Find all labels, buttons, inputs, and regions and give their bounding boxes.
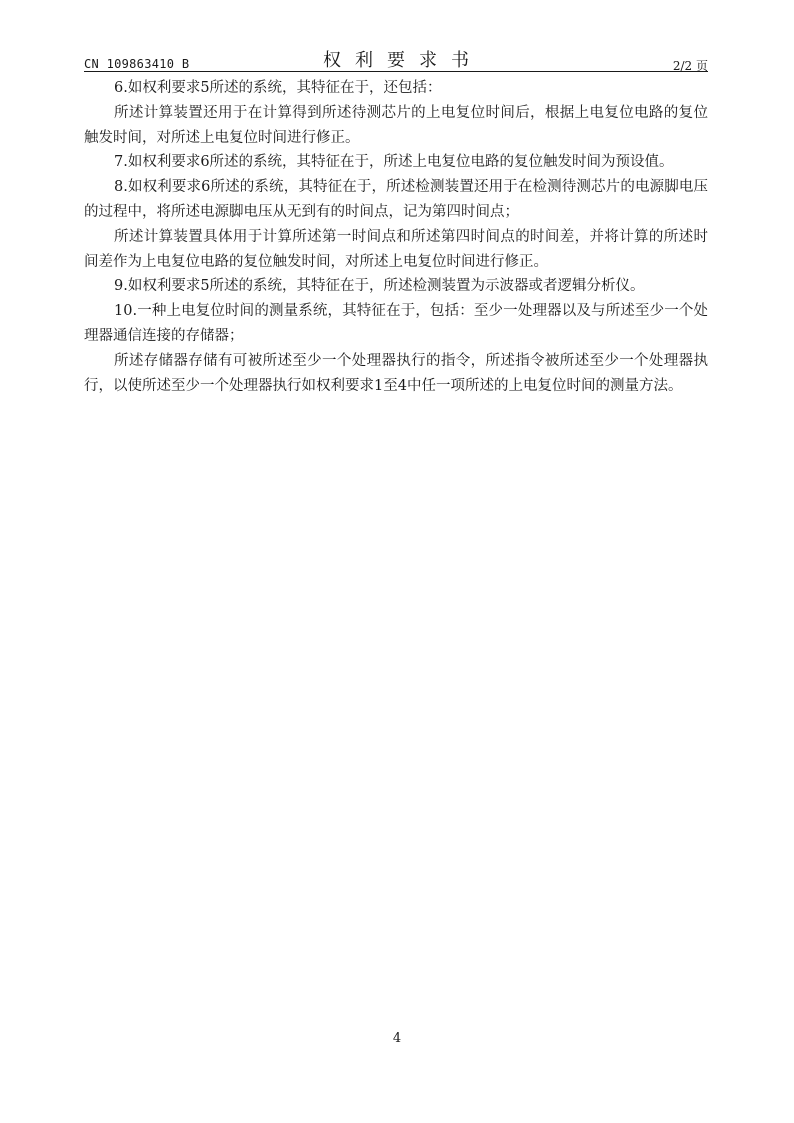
document-title: 权利要求书 bbox=[323, 50, 483, 71]
page-indicator: 2/2 页 bbox=[672, 59, 708, 73]
claim-10: 10.一种上电复位时间的测量系统，其特征在于，包括：至少一处理器以及与所述至少一个处理器通信连接的存储器； bbox=[84, 303, 708, 344]
claims-body bbox=[84, 76, 708, 398]
claim-8: 8.如权利要求6所述的系统，其特征在于，所述检测装置还用于在检测待测芯片的电源脚电压的过程中，将所述电源脚电压从无到有的时间点，记为第四时间点； bbox=[84, 179, 708, 220]
claim-10-detail: 所述存储器存储有可被所述至少一个处理器执行的指令，所述指令被所述至少一个处理器执行，以使所述至少一个处理器执行如权利要求1至4中任一项所述的上电复位时间的测量方法。 bbox=[84, 352, 708, 394]
header-divider bbox=[84, 71, 708, 72]
claim-8-detail: 所述计算装置具体用于计算所述第一时间点和所述第四时间点的时间差，并将计算的所述时间差作为上电复位电路的复位触发时间，对所述上电复位时间进行修正。 bbox=[84, 228, 708, 270]
page-number: 4 bbox=[392, 1031, 402, 1046]
claim-7: 7.如权利要求6所述的系统，其特征在于，所述上电复位电路的复位触发时间为预设值。 bbox=[114, 154, 674, 171]
patent-number: CN 109863410 B bbox=[84, 57, 190, 71]
claim-6: 6.如权利要求5所述的系统，其特征在于，还包括： bbox=[114, 80, 442, 96]
claim-9: 9.如权利要求5所述的系统，其特征在于，所述检测装置为示波器或者逻辑分析仪。 bbox=[114, 278, 645, 295]
page-header bbox=[84, 44, 708, 72]
claim-6-detail: 所述计算装置还用于在计算得到所述待测芯片的上电复位时间后，根据上电复位电路的复位触发时间，对所述上电复位时间进行修正。 bbox=[84, 104, 708, 146]
